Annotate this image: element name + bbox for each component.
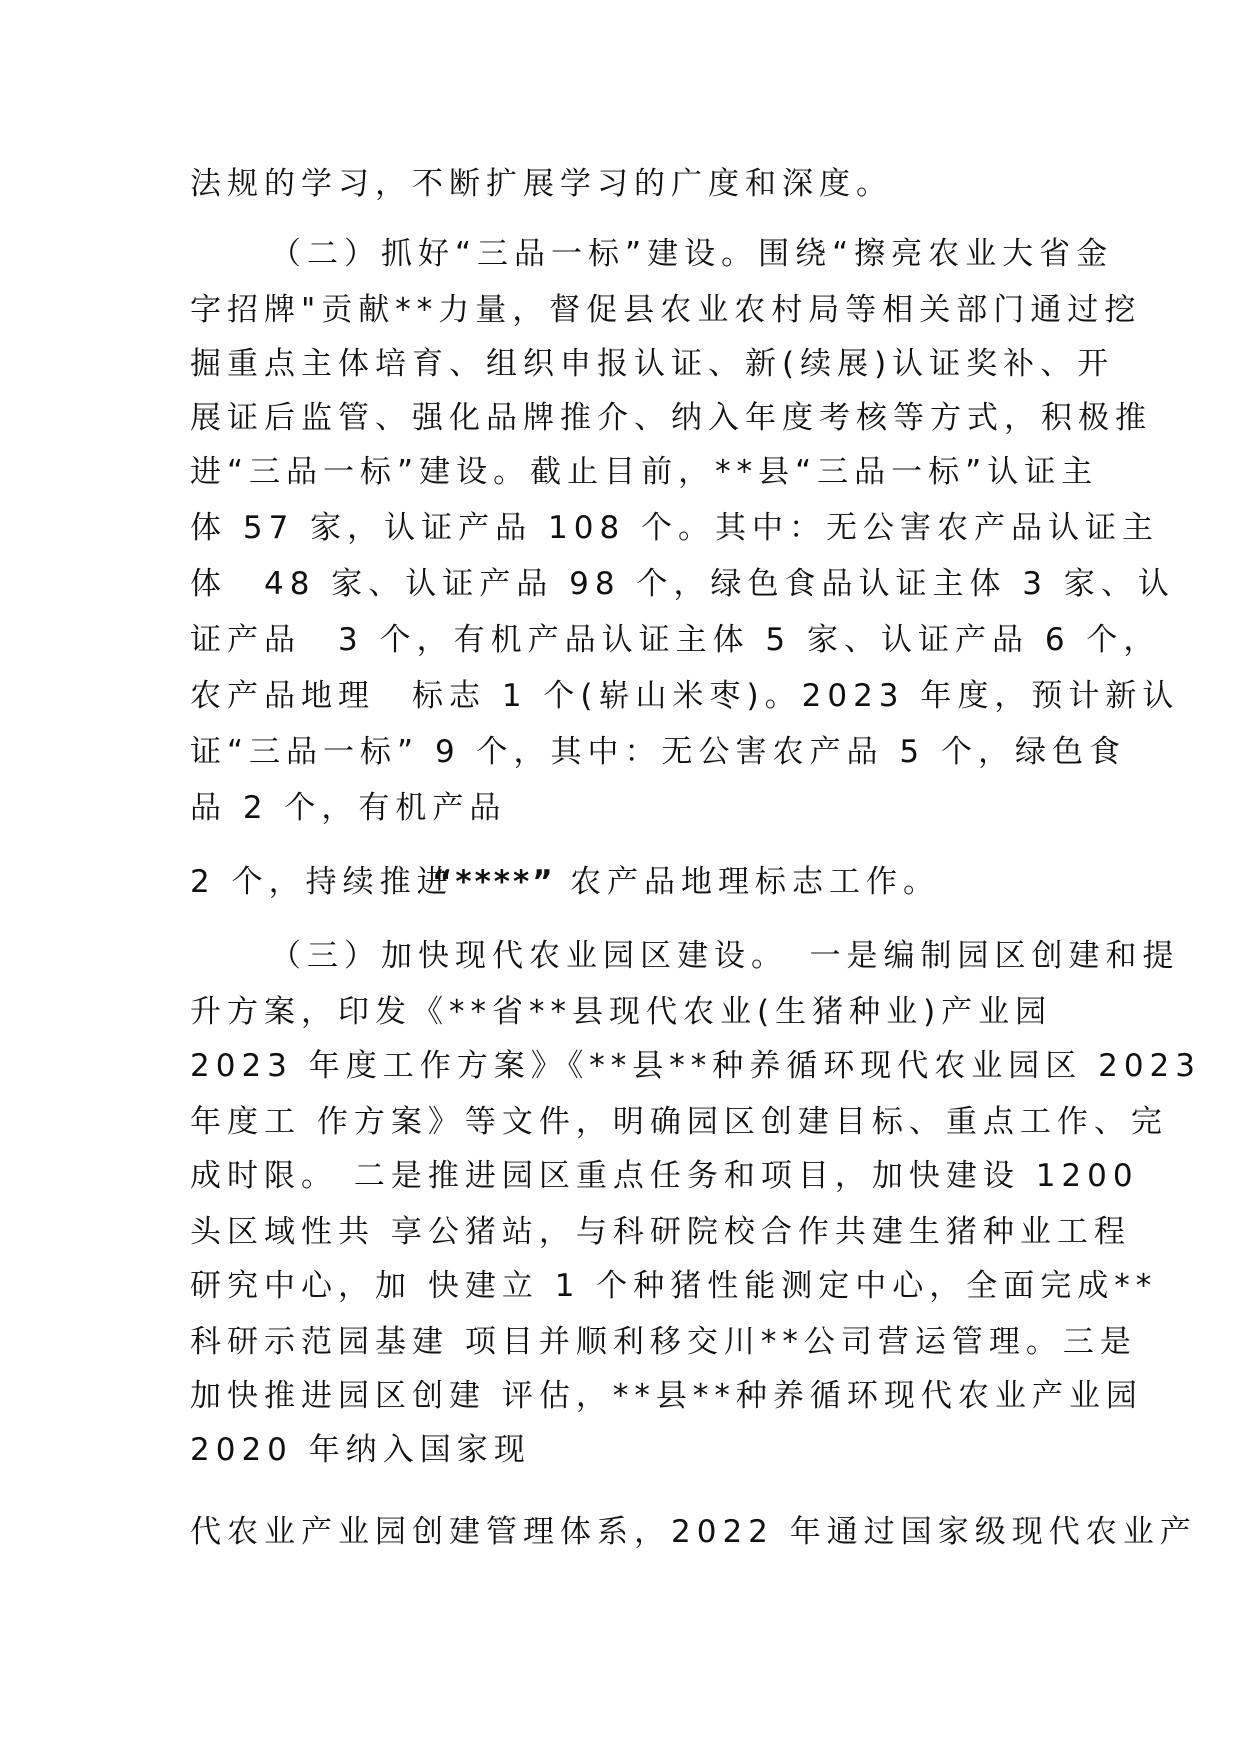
- paragraph-line: 品 2 个，有机产品: [190, 790, 507, 826]
- paragraph-line: 证“三品一标” 9 个，其中：无公害农产品 5 个，绿色食: [190, 734, 1126, 770]
- paragraph-line: 展证后监管、强化品牌推介、纳入年度考核等方式，积极推: [190, 400, 1152, 436]
- paragraph-line: 掘重点主体培育、组织申报认证、新(续展)认证奖补、开: [190, 346, 1115, 382]
- paragraph-line: 年度工 作方案》等文件，明确园区创建目标、重点工作、完: [190, 1104, 1168, 1140]
- paragraph-line: 升方案，印发《**省**县现代农业(生猪种业)产业园: [190, 994, 1053, 1030]
- paragraph-line: 2023 年度工作方案》《**县**种养循环现代农业园区 2023: [190, 1048, 1201, 1084]
- paragraph-line: 农产品地理 标志 1 个(崭山米枣)。2023 年度，预计新认: [190, 678, 1180, 714]
- paragraph-line: 研究中心，加 快建立 1 个种猪性能测定中心，全面完成**: [190, 1268, 1158, 1304]
- paragraph-line: 2020 年纳入国家现: [190, 1432, 531, 1468]
- paragraph-line: 头区域性共 享公猪站，与科研院校合作共建生猪种业工程: [190, 1214, 1131, 1250]
- paragraph-line: 进“三品一标”建设。截止目前，**县“三品一标”认证主: [190, 454, 1099, 490]
- paragraph-line: 体 57 家，认证产品 108 个。其中：无公害农产品认证主: [190, 510, 1160, 546]
- paragraph-line: 体 48 家、认证产品 98 个，绿色食品认证主体 3 家、认: [190, 566, 1175, 602]
- section-heading-line: （三）加快现代农业园区建设。 一是编制园区创建和提: [270, 938, 1180, 974]
- paragraph-line: 法规的学习，不断扩展学习的广度和深度。: [190, 166, 893, 202]
- paragraph-line: 成时限。 二是推进园区重点任务和项目，加快建设 1200: [190, 1158, 1139, 1194]
- paragraph-line: 字招牌"贡献**力量，督促县农业农村局等相关部门通过挖: [190, 292, 1142, 328]
- paragraph-line: 加快推进园区创建 评估，**县**种养循环现代农业产业园: [190, 1378, 1143, 1414]
- paragraph-line: 代农业产业园创建管理体系，2022 年通过国家级现代农业产: [190, 1514, 1197, 1550]
- paragraph-line: 2 个，持续推进: [190, 864, 454, 900]
- emphasis-text: “****”: [432, 864, 556, 900]
- section-heading-line: （二）抓好“三品一标”建设。围绕“擦亮农业大省金: [270, 236, 1114, 272]
- paragraph-line: 证产品 3 个，有机产品认证主体 5 家、认证产品 6 个，: [190, 622, 1161, 658]
- paragraph-line: 农产品地理标志工作。: [570, 864, 940, 900]
- paragraph-line: 科研示范园基建 项目并顺利移交川**公司营运管理。三是: [190, 1324, 1137, 1360]
